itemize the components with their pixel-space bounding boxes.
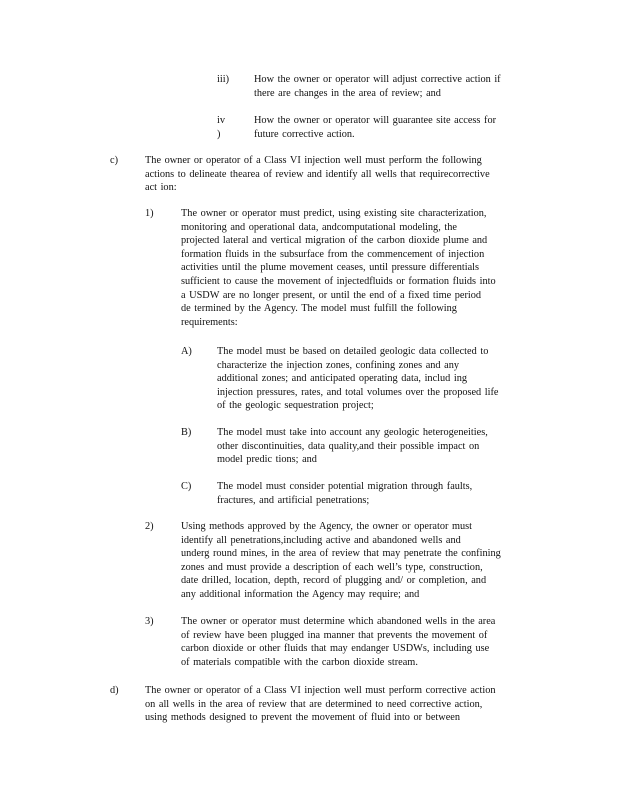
text-line: characterize the injection zones, confining zones and any — [217, 359, 460, 371]
item-c-3-text — [181, 615, 531, 669]
item-c-1-text — [181, 207, 534, 329]
item-c-C-text — [217, 480, 504, 507]
text-line: injection pressures, rates, and total volumes over the proposed life — [217, 386, 499, 398]
text-line: any additional information the Agency may require; and — [181, 588, 420, 600]
text-line: formation fluids in the subsurface from the commencement of injection — [181, 248, 485, 260]
text-line: of the geologic sequestration project; — [217, 400, 374, 412]
text-line: The owner or operator of a Class VI injection well must perform corrective action — [145, 685, 496, 696]
text-line: The owner or operator of a Class VI injection well must perform the following — [145, 155, 482, 166]
text-line: act ion: — [145, 182, 177, 194]
text-line: The model must be based on detailed geologic data collected to — [217, 346, 489, 357]
text-line: date drilled, location, depth, record of plugging and/ or completion, and — [181, 575, 487, 587]
text-line: of materials compatible with the carbon dioxide stream. — [181, 656, 418, 668]
item-c-1-label: 1) — [145, 208, 154, 219]
item-c-B-label: B) — [181, 427, 192, 438]
text-line: carbon dioxide or other fluids that may endanger USDWs, including use — [181, 643, 490, 655]
item-c-3-label: 3) — [145, 616, 154, 627]
text-line: sufficient to cause the movement of injectedfluids or formation fluids into — [181, 275, 496, 287]
item-c-C-label: C) — [181, 481, 192, 492]
item-c-A-label: A) — [181, 346, 192, 357]
text-line: How the owner or operator will guarantee site access for — [254, 115, 497, 126]
item-iii-label: iii) — [217, 74, 230, 85]
text-line: identify all penetrations,including active and abandoned wells and — [181, 534, 461, 546]
item-c-A-text — [217, 345, 534, 413]
text-line: other discontinuities, data quality,and their possible impact on — [217, 440, 480, 452]
item-c-text — [145, 154, 518, 195]
text-line: The owner or operator must predict, using existing site characterization, — [181, 208, 487, 219]
text-line: de termined by the Agency. The model must fulfill the following — [181, 303, 457, 315]
text-line: activities until the plume movement ceases, until pressure differentials — [181, 262, 480, 274]
item-d-text — [145, 684, 536, 725]
text-line: Using methods approved by the Agency, the owner or operator must — [181, 521, 473, 532]
text-line: monitoring and operational data, andcomputational modeling, the — [181, 221, 457, 233]
text-line: projected lateral and vertical migration of the carbon dioxide plume and — [181, 235, 488, 247]
text-line: underg round mines, in the area of review that may penetrate the confining — [181, 548, 501, 560]
item-c-label: c) — [110, 155, 118, 166]
text-line: there are changes in the area of review; and — [254, 87, 441, 99]
text-line: future corrective action. — [254, 128, 355, 140]
text-line: The model must consider potential migration through faults, — [217, 481, 473, 492]
text-line: The owner or operator must determine which abandoned wells in the area — [181, 616, 496, 627]
item-d-label: d) — [110, 685, 119, 696]
item-c-2-label: 2) — [145, 521, 154, 532]
item-iv-text — [254, 114, 526, 141]
text-line: on all wells in the area of review that are determined to need corrective action, — [145, 698, 483, 710]
text-line: zones and must provide a description of each well’s type, construction, — [181, 561, 483, 573]
item-iv-label: iv ) — [217, 115, 226, 140]
text-line: model predic tions; and — [217, 454, 317, 466]
item-c-2-text — [181, 520, 531, 602]
text-line: The model must take into account any geologic heterogeneities, — [217, 427, 488, 438]
text-line: of review have been plugged ina manner that prevents the movement of — [181, 629, 488, 641]
text-line: using methods designed to prevent the movement of fluid into or between — [145, 712, 460, 724]
text-line: actions to delineate thearea of review and identify all wells that requirecorrective — [145, 168, 490, 180]
item-iii-text — [254, 73, 532, 100]
text-line: a USDW are no longer present, or until the end of a fixed time period — [181, 289, 482, 301]
text-line: fractures, and artificial penetrations; — [217, 494, 370, 506]
text-line: additional zones; and anticipated operating data, includ ing — [217, 373, 468, 385]
text-line: requirements: — [181, 316, 238, 328]
text-line: How the owner or operator will adjust corrective action if — [254, 74, 501, 85]
item-c-B-text — [217, 426, 517, 467]
